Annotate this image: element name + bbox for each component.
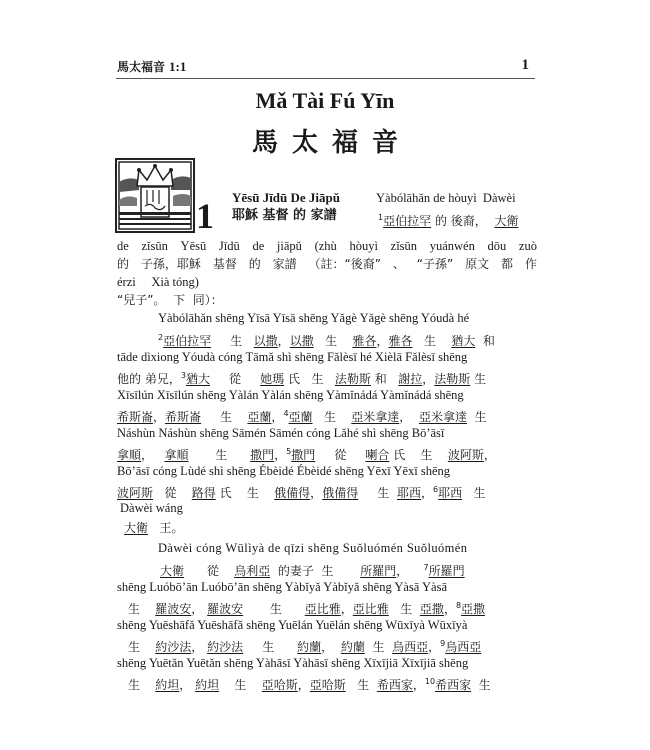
proper-name: 俄備得 <box>274 486 311 500</box>
chinese-text: 生 <box>128 678 141 692</box>
pinyin-line <box>117 238 537 254</box>
verse-number: 9 <box>440 639 446 648</box>
pinyin-text: hòuyì <box>349 239 378 253</box>
proper-name: 謝拉 <box>398 372 423 386</box>
chinese-text: 弟兄， <box>144 372 181 386</box>
proper-name: 約坦 <box>155 678 180 692</box>
verse-number: 3 <box>180 371 186 380</box>
chinese-text: 家譜 <box>272 257 297 271</box>
chinese-text: ， <box>422 372 435 386</box>
chinese-text: ， <box>274 448 287 462</box>
chinese-line <box>117 406 537 425</box>
proper-name: 希西家 <box>376 678 413 692</box>
pinyin-line <box>376 190 536 206</box>
header-divider <box>116 78 535 79</box>
pinyin-text: Xià tóng) <box>151 275 199 289</box>
chinese-text: 生 <box>246 486 259 500</box>
chinese-text: 同）： <box>192 293 223 307</box>
proper-name: 波阿斯 <box>447 448 484 462</box>
pinyin-line: shēng Yuēshāfǎ Yuēshāfǎ shēng Yuēlán Yuēlán shēng Wūxīyà Wūxīyà <box>117 618 468 632</box>
chinese-line <box>128 674 548 693</box>
chinese-text: ， <box>428 640 441 654</box>
chinese-text: 生 <box>324 410 337 424</box>
proper-name: 亞撒 <box>461 602 486 616</box>
proper-name: 拿順 <box>164 448 189 462</box>
chinese-text: ， <box>191 602 204 616</box>
verse-number: 2 <box>158 333 164 342</box>
pinyin-text: de <box>252 239 265 253</box>
chinese-text: 生 <box>234 678 247 692</box>
chinese-text: 從 <box>164 486 177 500</box>
proper-name: 以撒 <box>289 334 314 348</box>
proper-name: 亞哈斯 <box>261 678 298 692</box>
proper-name: 羅波安 <box>207 602 244 616</box>
chinese-text: ， <box>420 486 433 500</box>
pinyin-text: Yēsū <box>180 239 207 253</box>
page-number: 1 <box>521 57 529 73</box>
chinese-text: ， <box>321 640 334 654</box>
chinese-line <box>160 560 540 579</box>
chinese-text: 基督 <box>212 257 237 271</box>
chinese-text: 後裔， <box>450 214 487 228</box>
pinyin-line: Xīsīlún Xīsīlún shēng Yàlán Yàlán shēng Yàmǐnádá Yàmǐnádá shēng <box>117 388 464 402</box>
proper-name: 喇合 <box>365 448 390 462</box>
proper-name: 路得 <box>191 486 216 500</box>
chinese-text: 氏 <box>219 486 232 500</box>
pinyin-text: Jīdū <box>218 239 240 253</box>
chinese-text: 生 <box>128 640 141 654</box>
chinese-text: “兒子”。 <box>117 293 166 307</box>
proper-name: 羅波安 <box>155 602 192 616</box>
chinese-text: 生 <box>474 410 487 424</box>
proper-name: 所羅門 <box>360 564 397 578</box>
chinese-text: 從 <box>229 372 242 386</box>
chinese-text: ， <box>443 602 456 616</box>
pinyin-line: shēng Luóbō’ān Luóbō’ān shēng Yàbǐyǎ Yàbǐyǎ shēng Yàsā Yàsā <box>117 580 447 594</box>
pinyin-text: Yàbólāhǎn de hòuyì <box>376 191 477 205</box>
proper-name: 法勒斯 <box>434 372 471 386</box>
chinese-text: （註：“後裔” <box>308 257 381 271</box>
chinese-text: 生 <box>478 678 491 692</box>
chinese-text: 、 <box>392 257 405 271</box>
chinese-text: 生 <box>357 678 370 692</box>
proper-name: 波阿斯 <box>117 486 154 500</box>
chinese-text: 王。 <box>159 521 184 535</box>
proper-name: 撒門 <box>291 448 316 462</box>
proper-name: 法勒斯 <box>334 372 371 386</box>
verse-number: 5 <box>286 447 292 456</box>
chinese-text: 生 <box>262 640 275 654</box>
pinyin-line <box>117 274 537 290</box>
chinese-text: ， <box>153 410 166 424</box>
proper-name: 大衛 <box>494 214 519 228</box>
proper-name: 亞撒 <box>419 602 444 616</box>
chinese-text: ， <box>340 602 353 616</box>
proper-name: 烏西亞 <box>392 640 429 654</box>
chinese-line <box>124 520 544 536</box>
chinese-text: 和 <box>482 334 495 348</box>
proper-name: 亞伯拉罕 <box>383 214 432 228</box>
chinese-text: 生 <box>230 334 243 348</box>
pinyin-text: yuánwén <box>429 239 475 253</box>
chinese-text: 妻子 <box>289 564 314 578</box>
chinese-line <box>117 292 537 308</box>
verse-number: 1 <box>378 213 384 222</box>
proper-name: 亞蘭 <box>288 410 313 424</box>
proper-name: 約坦 <box>195 678 220 692</box>
pinyin-line: Dàwèi wáng <box>120 501 183 515</box>
header-book-reference <box>117 58 186 75</box>
book-title-chinese: 馬太福音 <box>251 128 412 158</box>
chinese-text: 生 <box>400 602 413 616</box>
chinese-text: 生 <box>474 372 487 386</box>
pinyin-line: tāde dìxiong Yóudà cóng Tāmǎ shì shēng Fǎlèsī hé Xièlā Fǎlèsī shēng <box>117 350 468 364</box>
chinese-text: 生 <box>325 334 338 348</box>
chinese-text: 的 <box>434 214 447 228</box>
proper-name: 大衛 <box>124 521 149 535</box>
chinese-text: ， <box>310 486 323 500</box>
proper-name: 撒門 <box>250 448 275 462</box>
pinyin-line: Náshùn Náshùn shēng Sāmén Sāmén cóng Lǎhé shì shēng Bō’āsī <box>117 426 445 440</box>
proper-name: 亞比雅 <box>352 602 389 616</box>
chinese-line <box>128 636 548 655</box>
chinese-text: ， <box>297 678 310 692</box>
pinyin-text: zǐsūn <box>141 239 168 253</box>
chinese-text: 生 <box>128 602 141 616</box>
chinese-text: 生 <box>215 448 228 462</box>
pinyin-text: Dàwèi <box>482 191 516 205</box>
proper-name: 所羅門 <box>428 564 465 578</box>
chinese-text: ， <box>396 564 409 578</box>
section-heading-pinyin: Yēsū Jīdū De Jiāpǔ <box>232 190 340 205</box>
chinese-line <box>117 256 537 272</box>
proper-name: 大衛 <box>160 564 185 578</box>
proper-name: 耶西 <box>396 486 421 500</box>
proper-name: 希西家 <box>435 678 472 692</box>
proper-name: 約沙法 <box>155 640 192 654</box>
chinese-text: 的 <box>117 257 130 271</box>
chinese-text: “子孫” <box>416 257 454 271</box>
chinese-text: 生 <box>420 448 433 462</box>
proper-name: 俄備得 <box>322 486 359 500</box>
chinese-text: 都 <box>501 257 514 271</box>
proper-name: 約蘭 <box>297 640 322 654</box>
chinese-text: ， <box>191 640 204 654</box>
chinese-text: ， <box>179 678 192 692</box>
chinese-line <box>158 330 538 349</box>
proper-name: 她瑪 <box>260 372 285 386</box>
pinyin-text: (zhù <box>314 239 337 253</box>
chinese-text: ， <box>376 334 389 348</box>
chinese-text: 的 <box>277 564 290 578</box>
chinese-text: 原文 <box>465 257 490 271</box>
chinese-text: ， <box>483 448 496 462</box>
chinese-text: 生 <box>220 410 233 424</box>
chinese-text: 從 <box>206 564 219 578</box>
proper-name: 雅各 <box>388 334 413 348</box>
chinese-line <box>117 368 537 387</box>
book-title-pinyin: Mǎ Tài Fú Yīn <box>255 88 395 113</box>
proper-name: 亞哈斯 <box>309 678 346 692</box>
chinese-line <box>378 210 536 229</box>
chinese-line <box>128 598 548 617</box>
pinyin-line: Bō’āsī cóng Lùdé shì shēng Ébèidé Ébèidé shēng Yēxī Yēxī shēng <box>117 464 451 478</box>
proper-name: 猶大 <box>451 334 476 348</box>
header-book-title: 馬太福音 <box>117 60 166 74</box>
proper-name: 希斯崙 <box>117 410 154 424</box>
proper-name: 約沙法 <box>207 640 244 654</box>
proper-name: 亞蘭 <box>247 410 272 424</box>
chinese-text: 生 <box>372 640 385 654</box>
pinyin-text: de <box>117 239 129 253</box>
pinyin-text: zǐsūn <box>390 239 418 253</box>
section-heading-chinese: 耶穌 基督 的 家譜 <box>232 208 337 223</box>
pinyin-line: Yàbólāhǎn shēng Yīsā Yīsā shēng Yǎgè Yǎgè shēng Yóudà hé <box>158 311 470 325</box>
proper-name: 耶西 <box>438 486 463 500</box>
chinese-text: 生 <box>423 334 436 348</box>
chinese-text: 和 <box>374 372 387 386</box>
pinyin-text: jiāpǔ <box>276 239 302 253</box>
pinyin-line: shēng Yuētǎn Yuētǎn shēng Yàhāsī Yàhāsī shēng Xīxījiā Xīxījiā shēng <box>117 656 469 670</box>
proper-name: 烏西亞 <box>445 640 482 654</box>
proper-name: 雅各 <box>352 334 377 348</box>
chinese-text: 生 <box>377 486 390 500</box>
chinese-text: ， <box>271 410 284 424</box>
chinese-line <box>117 444 537 463</box>
verse-number: 8 <box>455 601 462 610</box>
chinese-text: 氏 <box>393 448 406 462</box>
chinese-text: 生 <box>321 564 334 578</box>
verse-number: 10 <box>424 677 436 686</box>
proper-name: 烏利亞 <box>234 564 271 578</box>
proper-name: 以撒 <box>253 334 278 348</box>
chinese-text: 下 <box>173 293 186 307</box>
chinese-text: 作 <box>524 257 537 271</box>
chinese-text: ， <box>277 334 290 348</box>
proper-name: 猶大 <box>185 372 210 386</box>
pinyin-text: érzi <box>117 275 136 289</box>
chapter-number: 1 <box>196 196 214 236</box>
chinese-text: ， <box>141 448 154 462</box>
chinese-text: 生 <box>311 372 324 386</box>
chinese-text: 生 <box>473 486 486 500</box>
verse-number: 7 <box>423 563 429 572</box>
proper-name: 亞米拿達 <box>351 410 400 424</box>
verse-number: 6 <box>432 485 439 494</box>
chinese-text: ， <box>412 678 425 692</box>
pinyin-text: dōu <box>487 239 507 253</box>
proper-name: 亞比雅 <box>304 602 341 616</box>
header-verse-reference: 1:1 <box>169 59 187 74</box>
pinyin-line: Dàwèi cóng Wūlìyà de qīzi shēng Suǒluómén Suǒluómén <box>158 541 468 555</box>
running-header <box>117 58 533 76</box>
chinese-text: 子孫，耶穌 <box>140 257 201 271</box>
chinese-text: 生 <box>269 602 282 616</box>
verse-number: 4 <box>283 409 289 418</box>
chinese-text: 從 <box>334 448 347 462</box>
proper-name: 約蘭 <box>340 640 365 654</box>
chinese-text: 的 <box>248 257 261 271</box>
pinyin-text: zuò <box>518 239 537 253</box>
chinese-text: 他的 <box>117 372 142 386</box>
crown-king-illustration-icon <box>115 158 195 233</box>
chinese-line <box>117 482 537 501</box>
chinese-text: ， <box>399 410 412 424</box>
proper-name: 亞伯拉罕 <box>163 334 212 348</box>
proper-name: 拿順 <box>117 448 142 462</box>
chinese-text: 氏 <box>287 372 300 386</box>
proper-name: 希斯崙 <box>165 410 202 424</box>
proper-name: 亞米拿達 <box>418 410 467 424</box>
